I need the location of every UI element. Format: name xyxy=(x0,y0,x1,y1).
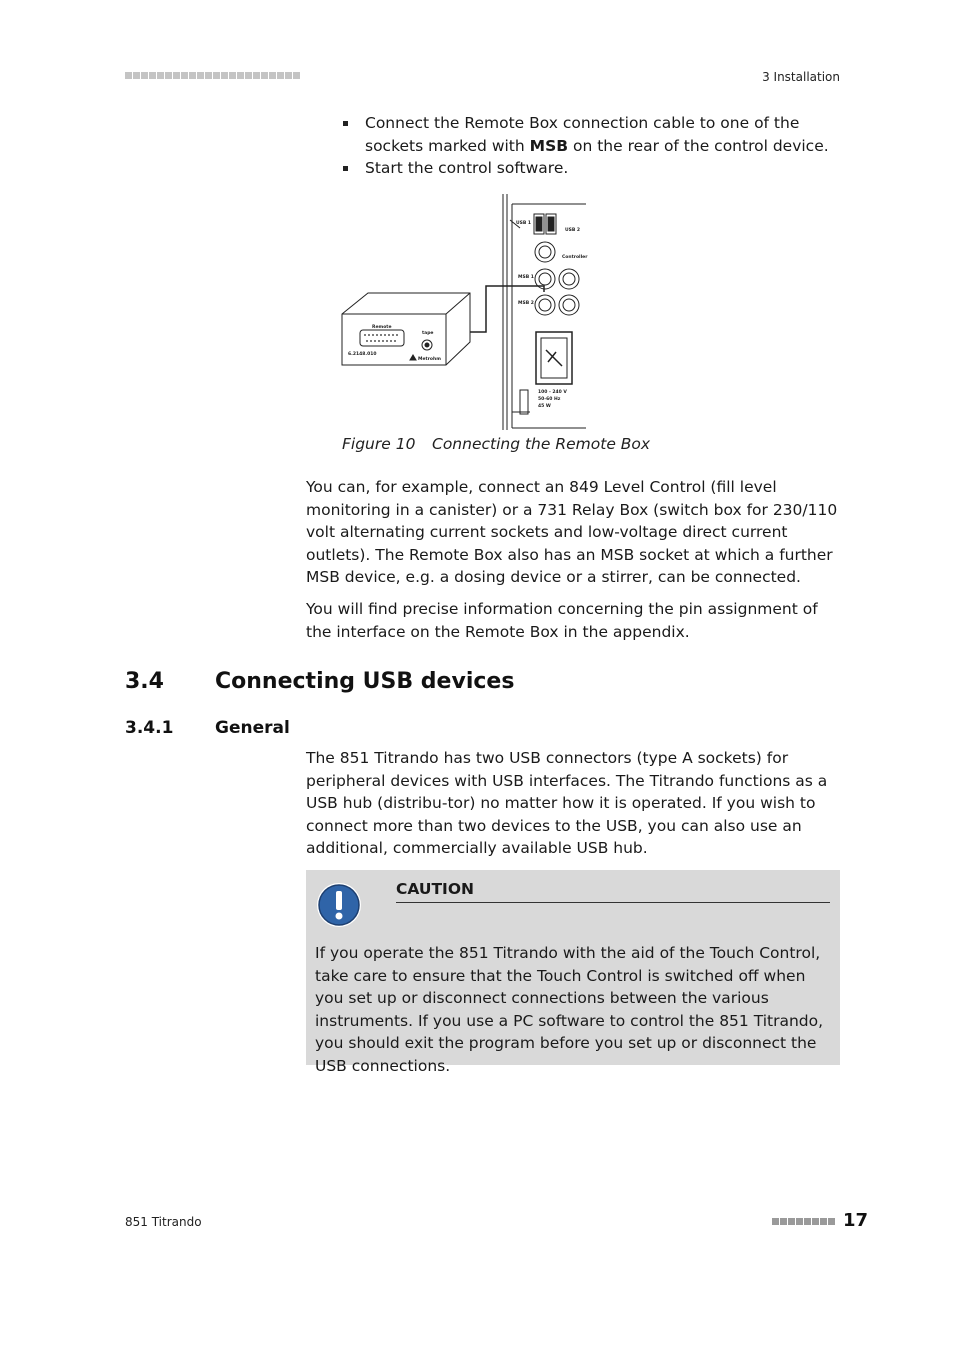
bullet-square-icon xyxy=(343,121,348,126)
power-label: 45 W xyxy=(538,404,551,409)
list-item: Start the control software. xyxy=(343,157,843,180)
tape-port-label: tape xyxy=(422,331,434,336)
instruction-list xyxy=(343,112,843,180)
part-number-label: 6.2148.010 xyxy=(348,352,377,357)
caution-box xyxy=(306,870,840,1075)
remote-box-diagram xyxy=(340,192,590,432)
subsection-heading: 3.4.1 General xyxy=(125,718,290,738)
body-paragraph: The 851 Titrando has two USB connectors (type A sockets) for peripheral devices with USB interfaces. The Titrando functions as a USB hub (distribu-tor) no matter how it is operated. If you wish to connect more than two devices to the USB, you can also use an additional, commercially available USB hub. xyxy=(306,749,828,857)
brand-label: Metrohm xyxy=(418,357,441,362)
voltage-label: 100 - 240 V xyxy=(538,390,567,395)
footer-product: 851 Titrando xyxy=(125,1215,202,1229)
bullet-square-icon xyxy=(343,166,348,171)
header-decoration xyxy=(125,72,300,79)
list-item: Connect the Remote Box connection cable to one of the sockets marked with MSB on the rear of the control device. xyxy=(343,112,843,157)
msb1-label: MSB 1 xyxy=(518,275,534,280)
usb2-label: USB 2 xyxy=(565,228,581,233)
msb2-label: MSB 2 xyxy=(518,301,534,306)
page-number: 17 xyxy=(842,1210,868,1231)
frequency-label: 50-60 Hz xyxy=(538,397,561,402)
remote-port-label: Remote xyxy=(372,325,392,330)
body-paragraph: You can, for example, connect an 849 Level Control (fill level monitoring in a canister) or a 731 Relay Box (switch box for 230/110 volt alternating current sockets and low-voltage direct current outlets). The Remote Box also has an MSB socket at which a further MSB device, e.g. a dosing device or a stirrer, can be connected. xyxy=(306,478,838,586)
running-header: 3 Installation xyxy=(762,70,840,84)
usb1-label: USB 1 xyxy=(516,221,532,226)
exclamation-icon xyxy=(316,882,362,928)
footer-decoration xyxy=(772,1218,835,1225)
body-paragraph: You will find precise information concerning the pin assignment of the interface on the Remote Box in the appendix. xyxy=(306,600,818,641)
caution-title: CAUTION xyxy=(396,880,830,903)
figure-caption: Figure 10 Connecting the Remote Box xyxy=(342,435,651,453)
section-heading: 3.4 Connecting USB devices xyxy=(125,669,515,694)
controller-label: Controller xyxy=(562,255,588,260)
caution-text: If you operate the 851 Titrando with the aid of the Touch Control, take care to ensure that the Touch Control is switched off when you set up or disconnect connections between the various instruments. If you use a PC software to control the 851 Titrando, you should exit the program before you set up or disconnect the USB connections. xyxy=(315,944,824,1075)
